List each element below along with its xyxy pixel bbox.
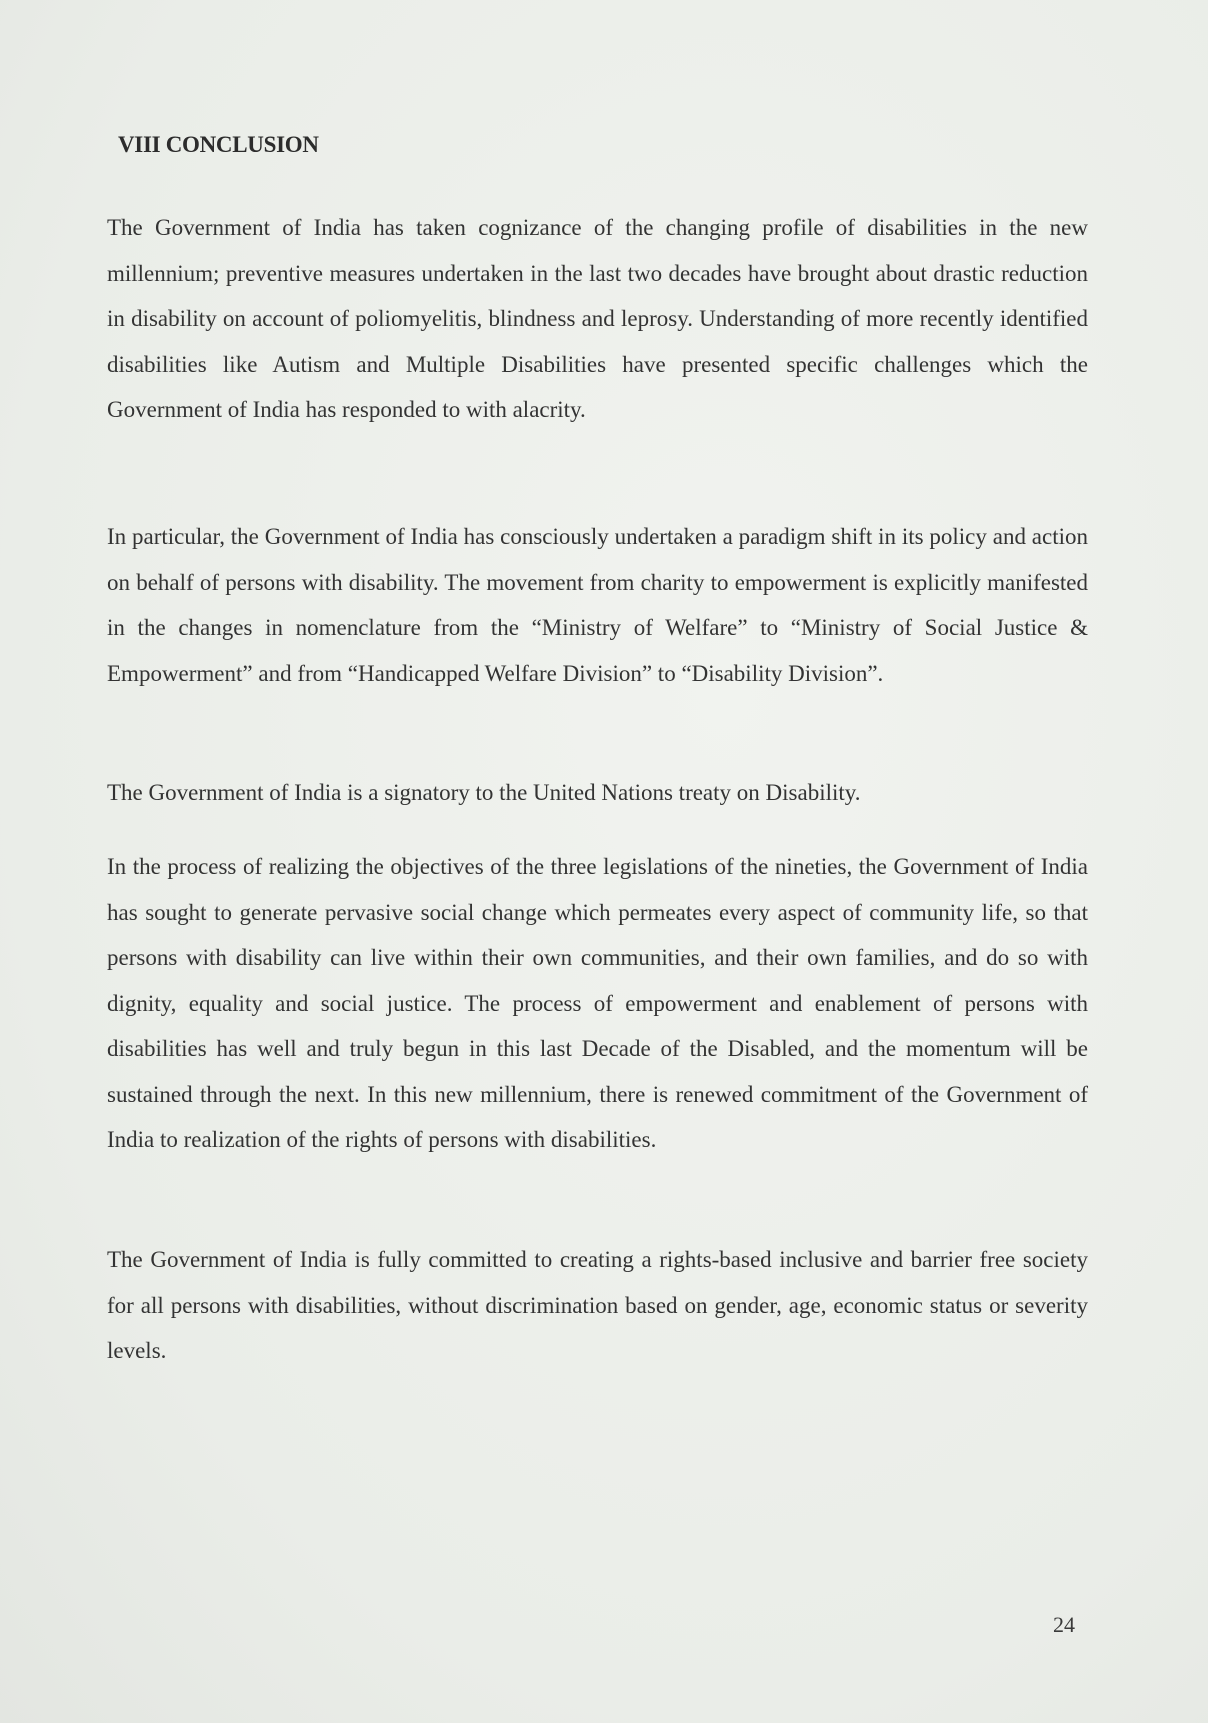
paragraph-paradigm-shift: In particular, the Government of India has consciously undertaken a paradigm shift in its policy and action on behalf of persons with disability. The movement from charity to empowerment is explicitly manifested in the changes in nomenclature from the “Ministry of Welfare” to “Ministry of Social Justice & Empowerment” and from “Handicapped Welfare Division” to “Disability Division”. [107, 524, 1088, 686]
paragraph-rights-based-society: The Government of India is fully committed to creating a rights-based inclusive and barrier free society for all persons with disabilities, without discrimination based on gender, age, economic status or severity levels. [107, 1247, 1088, 1363]
page-number: 24 [1053, 1612, 1075, 1637]
paragraph-profile-of-disabilities: The Government of India has taken cognizance of the changing profile of disabilities in the new millennium; preventive measures undertaken in the last two decades have brought about drastic reduction in disability on account of poliomyelitis, blindness and leprosy. Understanding of more recently identified disabilities like Autism and Multiple Disabilities have presented specific challenges which the Government of India has responded to with alacrity. [107, 215, 1088, 422]
paragraph-social-change: In the process of realizing the objectives of the three legislations of the nineties, the Government of India has sought to generate pervasive social change which permeates every aspect of community life, so that persons with disability can live within their own communities, and their own families, and do so with dignity, equality and social justice. The process of empowerment and enablement of persons with disabilities has well and truly begun in this last Decade of the Disabled, and the momentum will be sustained through the next. In this new millennium, there is renewed commitment of the Government of India to realization of the rights of persons with disabilities. [107, 854, 1088, 1152]
section-heading: VIII CONCLUSION [118, 132, 319, 157]
paragraph-un-treaty: The Government of India is a signatory to the United Nations treaty on Disability. [107, 780, 861, 805]
